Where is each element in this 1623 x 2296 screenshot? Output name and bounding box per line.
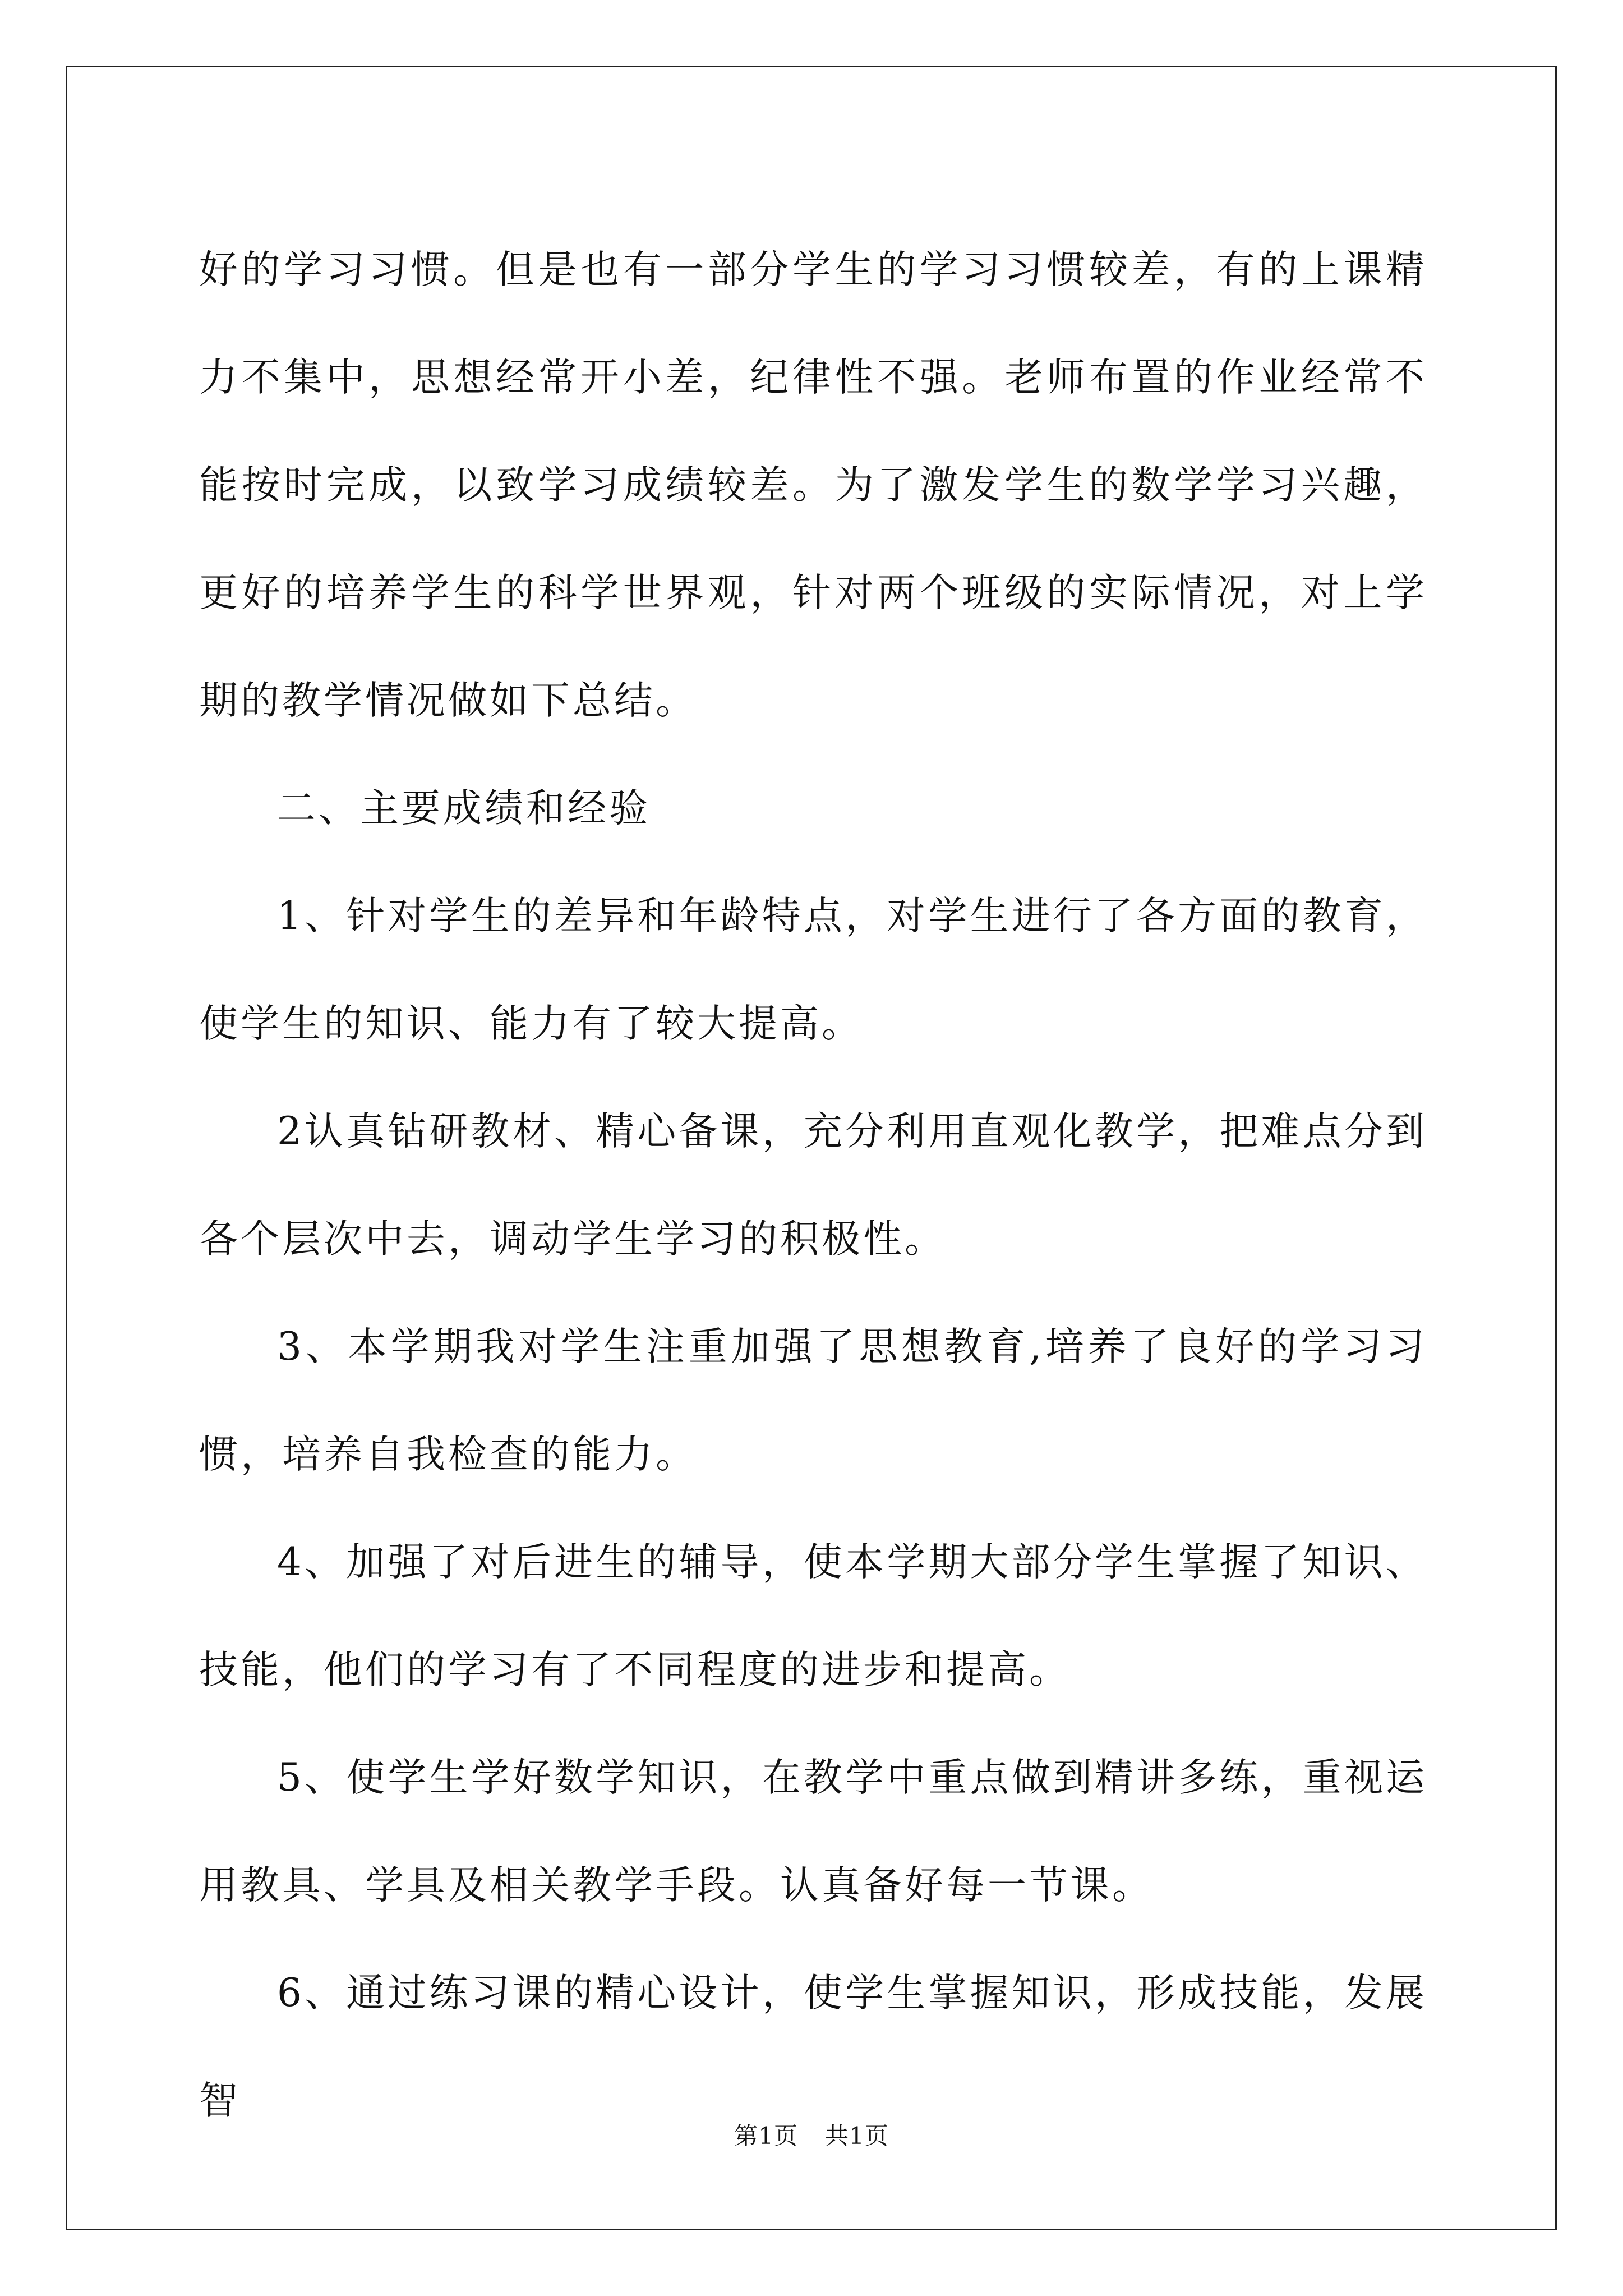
list-item-2: 2认真钻研教材、精心备课，充分利用直观化教学，把难点分到各个层次中去，调动学生学习的积极性。 [199,1109,1427,1262]
list-item-4: 4、加强了对后进生的辅导，使本学期大部分学生掌握了知识、技能，他们的学习有了不同程度的进步和提高。 [199,1540,1427,1692]
list-item-6: 6、通过练习课的精心设计，使学生掌握知识，形成技能，发展智 [199,1971,1427,2123]
list-item-1: 1、针对学生的差异和年龄特点，对学生进行了各方面的教育，使学生的知识、能力有了较大提高。 [199,894,1427,1046]
page-number: 第1页 [734,2122,798,2150]
page-total: 共1页 [825,2122,889,2150]
list-item-3: 3、本学期我对学生注重加强了思想教育,培养了良好的学习习惯，培养自我检查的能力。 [199,1324,1427,1477]
list-item-5: 5、使学生学好数学知识，在教学中重点做到精讲多练，重视运用教具、学具及相关教学手段。认真备好每一节课。 [199,1755,1427,1908]
page-footer [0,2118,1623,2151]
section-heading-achievements: 二、主要成绩和经验 [277,786,651,831]
paragraph-intro-continued: 好的学习习惯。但是也有一部分学生的学习习惯较差，有的上课精力不集中，思想经常开小差，纪律性不强。老师布置的作业经常不能按时完成，以致学习成绩较差。为了激发学生的数学学习兴趣，更好的培养学生的科学世界观，针对两个班级的实际情况，对上学期的教学情况做如下总结。 [199,247,1427,723]
document-body [199,216,1427,2155]
